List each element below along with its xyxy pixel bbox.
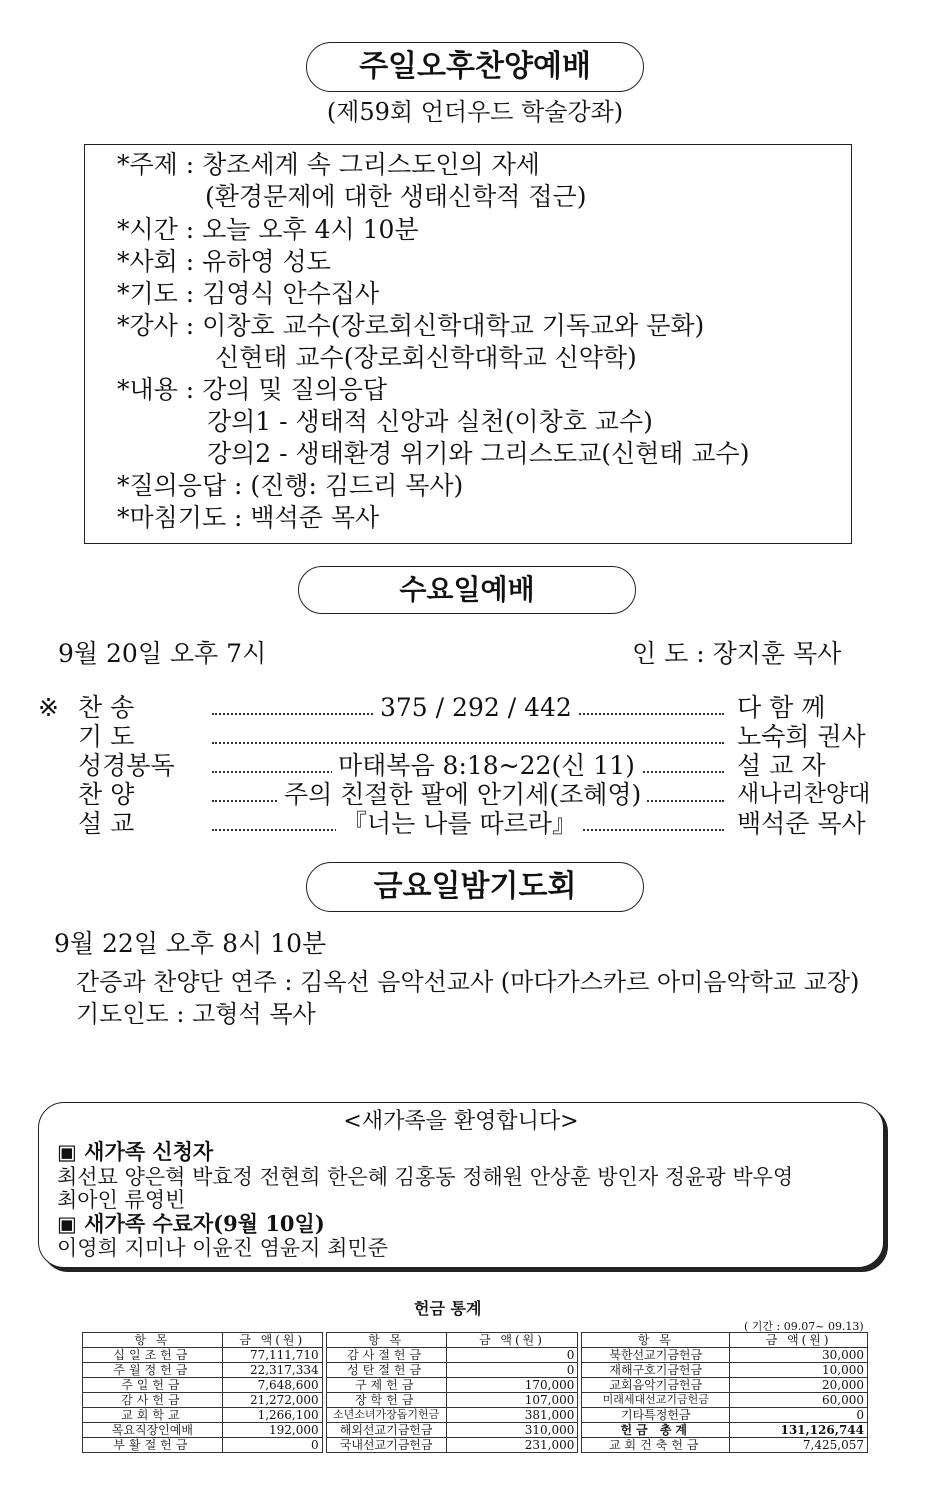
friday-datetime: 9월 22일 오후 8시 10분 [54, 929, 327, 958]
order-right: 노숙희 권사 [737, 722, 866, 751]
wednesday-order-row [0, 722, 937, 751]
col-header-amount: 금 액(원) [730, 1333, 868, 1348]
item-name: 감사헌금 [83, 1393, 223, 1408]
item-name: 구제헌금 [326, 1378, 446, 1393]
order-right: 새나리찬양대 [737, 781, 871, 807]
wednesday-order-row [0, 693, 937, 722]
order-label: 찬 송 [78, 693, 135, 722]
item-amount: 0 [222, 1438, 322, 1453]
offering-table [82, 1332, 868, 1453]
item-amount: 22,317,334 [222, 1363, 322, 1378]
item-amount: 231,000 [446, 1438, 578, 1453]
table-row [83, 1393, 868, 1408]
sunday-speaker-2: 신현태 교수(장로회신학대학교 신약학) [215, 343, 637, 372]
item-amount: 7,648,600 [222, 1378, 322, 1393]
sunday-subtitle: (제59회 언더우드 학술강좌) [326, 98, 624, 126]
offering-title: 헌금 통계 [414, 1299, 482, 1318]
item-name: 재해구호기금헌금 [582, 1363, 730, 1378]
sunday-topic-sub: (환경문제에 대한 생태신학적 접근) [205, 182, 587, 211]
wednesday-leader: 인 도 : 장지훈 목사 [632, 639, 842, 668]
table-row [83, 1348, 868, 1363]
friday-title: 금요일밤기도회 [306, 862, 644, 912]
order-middle: 주의 친절한 팔에 안기세(조혜영) [278, 780, 647, 809]
item-amount: 381,000 [446, 1408, 578, 1423]
item-amount: 170,000 [446, 1378, 578, 1393]
table-row [83, 1423, 868, 1438]
applicants-names: 최선묘 양은혁 박효정 전현희 한은혜 김홍동 정해원 안상훈 방인자 정윤광 박우영 [57, 1165, 794, 1189]
sunday-content: *내용 : 강의 및 질의응답 [117, 375, 388, 404]
item-amount: 60,000 [730, 1393, 868, 1408]
col-header-amount: 금 액(원) [446, 1333, 578, 1348]
item-amount: 7,425,057 [730, 1438, 868, 1453]
col-header-item: 항 목 [326, 1333, 446, 1348]
item-amount: 1,266,100 [222, 1408, 322, 1423]
table-row [83, 1378, 868, 1393]
item-name: 장학헌금 [326, 1393, 446, 1408]
sunday-title: 주일오후찬양예배 [306, 42, 644, 92]
sunday-lecture-2: 강의2 - 생태환경 위기와 그리스도교(신현태 교수) [207, 439, 750, 468]
item-name: 성탄절헌금 [326, 1363, 446, 1378]
item-name: 북한선교기금헌금 [582, 1348, 730, 1363]
completed-heading: ▣ 새가족 수료자(9월 10일) [57, 1211, 325, 1236]
item-amount: 192,000 [222, 1423, 322, 1438]
wednesday-datetime: 9월 20일 오후 7시 [58, 639, 267, 668]
applicants-heading: ▣ 새가족 신청자 [57, 1139, 214, 1164]
item-amount: 77,111,710 [222, 1348, 322, 1363]
item-name: 기타특정헌금 [582, 1408, 730, 1423]
item-amount: 131,126,744 [730, 1423, 868, 1438]
col-header-amount: 금 액(원) [222, 1333, 322, 1348]
col-header-item: 항 목 [83, 1333, 223, 1348]
wednesday-order-row [0, 751, 937, 780]
item-name: 감사절헌금 [326, 1348, 446, 1363]
new-family-title: <새가족을 환영합니다> [343, 1109, 579, 1134]
order-right: 설 교 자 [737, 751, 826, 780]
item-name: 주월정헌금 [83, 1363, 223, 1378]
item-amount: 310,000 [446, 1423, 578, 1438]
sunday-time: *시간 : 오늘 오후 4시 10분 [117, 215, 419, 244]
item-amount: 20,000 [730, 1378, 868, 1393]
order-label: 설 교 [78, 809, 135, 838]
order-middle: 375 / 292 / 442 [374, 693, 578, 722]
order-middle: 마태복음 8:18~22(신 11) [332, 751, 641, 780]
table-row [83, 1438, 868, 1453]
sunday-prayer: *기도 : 김영식 안수집사 [117, 279, 380, 308]
item-name: 부활절헌금 [83, 1438, 223, 1453]
table-row [83, 1363, 868, 1378]
wednesday-order-row [0, 780, 937, 809]
item-name: 교회학교 [83, 1408, 223, 1423]
table-header-row [83, 1333, 868, 1348]
dot-leader [212, 742, 724, 744]
item-name: 주일헌금 [83, 1378, 223, 1393]
item-amount: 10,000 [730, 1363, 868, 1378]
offering-period: ( 기간 : 09.07~ 09.13) [744, 1320, 864, 1333]
item-name: 교회음악기금헌금 [582, 1378, 730, 1393]
new-family-box [38, 1102, 884, 1268]
order-middle: 『너는 나를 따르라』 [336, 809, 583, 838]
sunday-qa: *질의응답 : (진행: 김드리 목사) [117, 471, 464, 500]
order-right: 다 함 께 [737, 693, 826, 722]
order-label: 성경봉독 [78, 751, 175, 780]
col-header-item: 항 목 [582, 1333, 730, 1348]
wednesday-title: 수요일예배 [298, 566, 636, 614]
item-name: 교회건축헌금 [582, 1438, 730, 1453]
sunday-topic: *주제 : 창조세계 속 그리스도인의 자세 [117, 150, 540, 179]
item-amount: 107,000 [446, 1393, 578, 1408]
reference-mark: ※ [38, 693, 59, 722]
item-name: 소년소녀가장돕기헌금 [326, 1408, 446, 1423]
sunday-closing-prayer: *마침기도 : 백석준 목사 [117, 503, 380, 532]
item-amount: 0 [446, 1363, 578, 1378]
wednesday-order-row [0, 809, 937, 838]
friday-prayer-leader: 기도인도 : 고형석 목사 [76, 1000, 316, 1028]
item-amount: 30,000 [730, 1348, 868, 1363]
item-amount: 0 [730, 1408, 868, 1423]
sunday-info-box [84, 144, 852, 544]
item-name: 국내선교기금헌금 [326, 1438, 446, 1453]
sunday-lecture-1: 강의1 - 생태적 신앙과 실천(이창호 교수) [207, 407, 653, 436]
item-name: 미래세대선교기금헌금 [582, 1393, 730, 1408]
item-amount: 21,272,000 [222, 1393, 322, 1408]
item-name: 헌금 총계 [582, 1423, 730, 1438]
order-right: 백석준 목사 [737, 809, 866, 838]
order-label: 기 도 [78, 722, 135, 751]
item-amount: 0 [446, 1348, 578, 1363]
sunday-speaker: *강사 : 이창호 교수(장로회신학대학교 기독교와 문화) [117, 311, 705, 340]
table-row [83, 1408, 868, 1423]
item-name: 목요직장인예배 [83, 1423, 223, 1438]
order-label: 찬 양 [78, 780, 135, 809]
item-name: 해외선교기금헌금 [326, 1423, 446, 1438]
item-name: 십일조헌금 [83, 1348, 223, 1363]
completed-names: 이영희 지미나 이윤진 염윤지 최민준 [57, 1236, 388, 1260]
friday-testimony: 간증과 찬양단 연주 : 김옥선 음악선교사 (마다가스카르 아미음악학교 교장) [76, 968, 860, 996]
applicants-names-2: 최아인 류영빈 [57, 1188, 186, 1212]
sunday-host: *사회 : 유하영 성도 [117, 247, 331, 276]
